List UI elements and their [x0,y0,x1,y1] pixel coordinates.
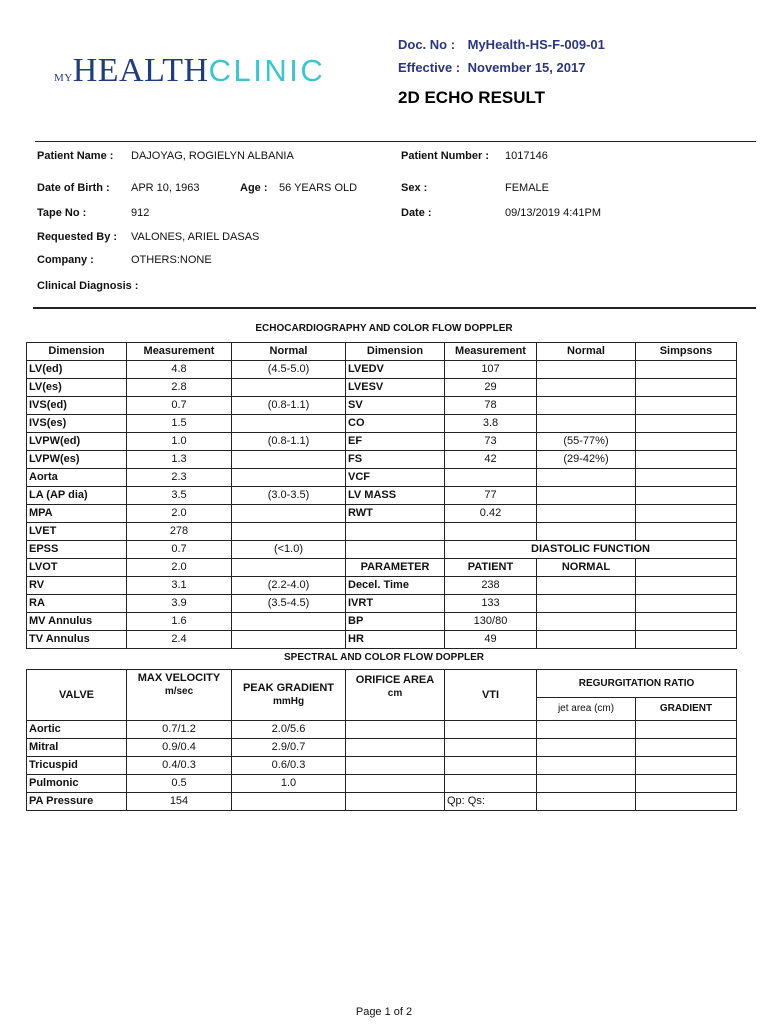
requested-by-label: Requested By : [37,231,118,243]
normal-cell [232,559,346,577]
parameter-cell: BP [346,613,445,631]
table-row [27,361,737,379]
orifice-area-unit: cm [387,688,403,699]
max-velocity-label: MAX VELOCITY [137,672,221,684]
parameter-cell: IVRT [346,595,445,613]
doc-number-line [398,37,605,52]
dimension-cell: IVS(ed) [27,397,127,415]
table-row [27,487,737,505]
measurement-cell: 1.6 [127,613,232,631]
normal-cell: (55-77%) [537,433,636,451]
max-velocity-unit: m/sec [164,686,194,697]
normal-cell: (<1.0) [232,541,346,559]
clinical-diagnosis-label: Clinical Diagnosis : [37,280,139,292]
patient-cell: 133 [445,595,537,613]
orifice-area-cell [346,721,445,739]
measurement-cell: 2.0 [127,559,232,577]
table-row [27,451,737,469]
orifice-area-label: ORIFICE AREA [355,674,435,686]
measurement-cell: 3.1 [127,577,232,595]
table-row [27,631,737,649]
tape-label: Tape No : [37,207,87,219]
tape-number: 912 [131,207,150,219]
dimension-cell: TV Annulus [27,631,127,649]
dimension-cell: VCF [346,469,445,487]
dimension-cell: LVESV [346,379,445,397]
measurement-cell: 0.42 [445,505,537,523]
table-row [27,613,737,631]
vti-cell: Qp: Qs: [445,793,537,811]
measurement-cell: 1.3 [127,451,232,469]
gradient-cell [636,793,737,811]
table-row [27,559,737,577]
table-row [27,415,737,433]
jet-area-cell [537,775,636,793]
dob-label: Date of Birth : [37,182,110,194]
gradient-cell [636,775,737,793]
dimension-cell: LV(es) [27,379,127,397]
normal-cell [537,487,636,505]
normal-cell: (29-42%) [537,451,636,469]
measurement-cell: 77 [445,487,537,505]
measurement-cell: 29 [445,379,537,397]
table-row [27,757,737,775]
dob: APR 10, 1963 [131,182,200,194]
table-row [27,469,737,487]
max-velocity-cell: 0.9/0.4 [127,739,232,757]
normal-cell [232,613,346,631]
patient-cell: 49 [445,631,537,649]
blank-cell [346,541,445,559]
patient-number-label: Patient Number : [401,150,490,162]
normal-cell [537,631,636,649]
dimension-cell: LVPW(es) [27,451,127,469]
dimension-cell: LVOT [27,559,127,577]
date-label: Date : [401,207,432,219]
table-row [27,523,737,541]
normal-cell [232,505,346,523]
measurement-cell: 0.7 [127,541,232,559]
normal-cell [232,523,346,541]
simpsons-cell [636,415,737,433]
normal-cell: (4.5-5.0) [232,361,346,379]
company-label: Company : [37,254,94,266]
table-row [27,379,737,397]
effective-date: November 15, 2017 [467,60,586,75]
jet-area-cell [537,757,636,775]
measurement-cell: 78 [445,397,537,415]
normal-cell [232,379,346,397]
jet-area-cell [537,739,636,757]
max-velocity-cell: 0.4/0.3 [127,757,232,775]
simpsons-cell [636,469,737,487]
measurement-cell: 0.7 [127,397,232,415]
patient-name: DAJOYAG, ROGIELYN ALBANIA [131,150,294,162]
table-row [27,397,737,415]
table-row [27,577,737,595]
blank-cell [636,595,737,613]
dimension-cell: LVPW(ed) [27,433,127,451]
peak-gradient-cell [232,793,346,811]
measurement-cell: 1.5 [127,415,232,433]
valve-cell: PA Pressure [27,793,127,811]
max-velocity-cell: 0.5 [127,775,232,793]
logo-my: MY [54,72,73,84]
measurement-cell: 3.8 [445,415,537,433]
peak-gradient-cell: 1.0 [232,775,346,793]
col-vti: VTI [445,670,537,721]
peak-gradient-cell: 2.9/0.7 [232,739,346,757]
vti-cell [445,757,537,775]
patient-name-label: Patient Name : [37,150,114,162]
col-orifice-area [346,670,445,721]
gradient-cell [636,739,737,757]
table-row [27,595,737,613]
dimension-cell: LV(ed) [27,361,127,379]
parameter-cell: HR [346,631,445,649]
dimension-cell: LVEDV [346,361,445,379]
doc-number-label: Doc. No : [398,37,456,52]
normal-cell [537,505,636,523]
peak-gradient-cell: 0.6/0.3 [232,757,346,775]
max-velocity-cell: 154 [127,793,232,811]
col-peak-gradient [232,670,346,721]
dimension-cell: Aorta [27,469,127,487]
normal-cell [537,397,636,415]
orifice-area-cell [346,739,445,757]
patient-number: 1017146 [505,150,548,162]
col-measurement-2: Measurement [445,343,537,361]
max-velocity-cell: 0.7/1.2 [127,721,232,739]
col-valve: VALVE [27,670,127,721]
orifice-area-cell [346,793,445,811]
normal-cell [537,577,636,595]
table-row [27,721,737,739]
dimension-cell: MPA [27,505,127,523]
gradient-cell [636,757,737,775]
col-normal: Normal [232,343,346,361]
age: 56 YEARS OLD [279,182,358,194]
jet-area-cell [537,721,636,739]
sex-label: Sex : [401,182,428,194]
normal-cell: (2.2-4.0) [232,577,346,595]
dimension-cell: CO [346,415,445,433]
table-row [27,775,737,793]
vti-cell [445,721,537,739]
sex: FEMALE [505,182,550,194]
valve-cell: Pulmonic [27,775,127,793]
dimension-cell: MV Annulus [27,613,127,631]
table-row [27,541,737,559]
dimension-cell: LA (AP dia) [27,487,127,505]
top-divider [35,141,756,142]
dimension-cell: IVS(es) [27,415,127,433]
table-row [27,505,737,523]
measurement-cell: 3.5 [127,487,232,505]
echo-header-row [27,343,737,361]
dimension-cell: LV MASS [346,487,445,505]
patient-cell: 130/80 [445,613,537,631]
dimension-cell: LVET [27,523,127,541]
measurement-cell: 3.9 [127,595,232,613]
col-gradient: GRADIENT [636,697,737,720]
page-title: 2D ECHO RESULT [398,88,546,107]
vti-cell [445,775,537,793]
measurement-cell: 2.4 [127,631,232,649]
col-dimension: Dimension [27,343,127,361]
measurement-cell: 73 [445,433,537,451]
company: OTHERS:NONE [131,254,212,266]
page-number: Page 1 of 2 [355,1006,413,1018]
dimension-cell: EPSS [27,541,127,559]
col-simpsons: Simpsons [636,343,737,361]
blank-cell [636,613,737,631]
normal-cell [537,361,636,379]
table-row [27,433,737,451]
normal-cell [537,469,636,487]
peak-gradient-label: PEAK GRADIENT [242,682,335,694]
diastolic-function-title: DIASTOLIC FUNCTION [445,541,737,559]
measurement-cell [445,523,537,541]
col-max-velocity [127,670,232,721]
dimension-cell: RV [27,577,127,595]
normal-cell: (3.5-4.5) [232,595,346,613]
simpsons-cell [636,433,737,451]
effective-label: Effective : [398,60,461,75]
table-row [27,739,737,757]
col-jet-area: jet area (cm) [537,697,636,720]
measurement-cell [445,469,537,487]
simpsons-cell [636,397,737,415]
dimension-cell [346,523,445,541]
measurement-cell: 4.8 [127,361,232,379]
diastolic-header-parameter: PARAMETER [346,559,445,577]
normal-cell [537,379,636,397]
normal-cell [232,469,346,487]
dimension-cell: RA [27,595,127,613]
normal-cell [232,631,346,649]
parameter-cell: Decel. Time [346,577,445,595]
col-dimension-2: Dimension [346,343,445,361]
echo-section-title: ECHOCARDIOGRAPHY AND COLOR FLOW DOPPLER [255,323,513,334]
measurement-cell: 42 [445,451,537,469]
dimension-cell: EF [346,433,445,451]
patient-cell: 238 [445,577,537,595]
simpsons-cell [636,505,737,523]
valve-cell: Tricuspid [27,757,127,775]
patient-divider [33,307,756,309]
simpsons-cell [636,361,737,379]
blank-cell [636,577,737,595]
col-normal-2: Normal [537,343,636,361]
spectral-section-title: SPECTRAL AND COLOR FLOW DOPPLER [284,652,484,663]
normal-cell [537,523,636,541]
gradient-cell [636,721,737,739]
echo-table [26,342,737,649]
table-row [27,793,737,811]
normal-cell [232,415,346,433]
doc-number: MyHealth-HS-F-009-01 [467,37,605,52]
vti-cell [445,739,537,757]
dimension-cell: FS [346,451,445,469]
normal-cell [537,613,636,631]
normal-cell: (0.8-1.1) [232,397,346,415]
normal-cell [232,451,346,469]
simpsons-cell [636,487,737,505]
measurement-cell: 2.3 [127,469,232,487]
blank-cell [636,559,737,577]
clinic-logo [54,52,325,92]
dimension-cell: RWT [346,505,445,523]
measurement-cell: 107 [445,361,537,379]
col-measurement: Measurement [127,343,232,361]
orifice-area-cell [346,775,445,793]
logo-clinic: CLINIC [208,53,326,88]
col-regurgitation-ratio: REGURGITATION RATIO [537,670,737,698]
diastolic-header-normal: NORMAL [537,559,636,577]
normal-cell [537,595,636,613]
valve-cell: Aortic [27,721,127,739]
normal-cell [537,415,636,433]
simpsons-cell [636,379,737,397]
jet-area-cell [537,793,636,811]
valve-cell: Mitral [27,739,127,757]
dimension-cell: SV [346,397,445,415]
measurement-cell: 1.0 [127,433,232,451]
spectral-table [26,669,737,811]
simpsons-cell [636,451,737,469]
normal-cell: (0.8-1.1) [232,433,346,451]
diastolic-header-patient: PATIENT [445,559,537,577]
orifice-area-cell [346,757,445,775]
age-label: Age : [240,182,268,194]
logo-health: HEALTH [72,52,209,89]
requested-by: VALONES, ARIEL DASAS [131,231,260,243]
effective-line [398,60,585,75]
blank-cell [636,631,737,649]
normal-cell: (3.0-3.5) [232,487,346,505]
peak-gradient-cell: 2.0/5.6 [232,721,346,739]
peak-gradient-unit: mmHg [272,696,305,707]
measurement-cell: 278 [127,523,232,541]
measurement-cell: 2.8 [127,379,232,397]
measurement-cell: 2.0 [127,505,232,523]
exam-date: 09/13/2019 4:41PM [505,207,602,219]
simpsons-cell [636,523,737,541]
